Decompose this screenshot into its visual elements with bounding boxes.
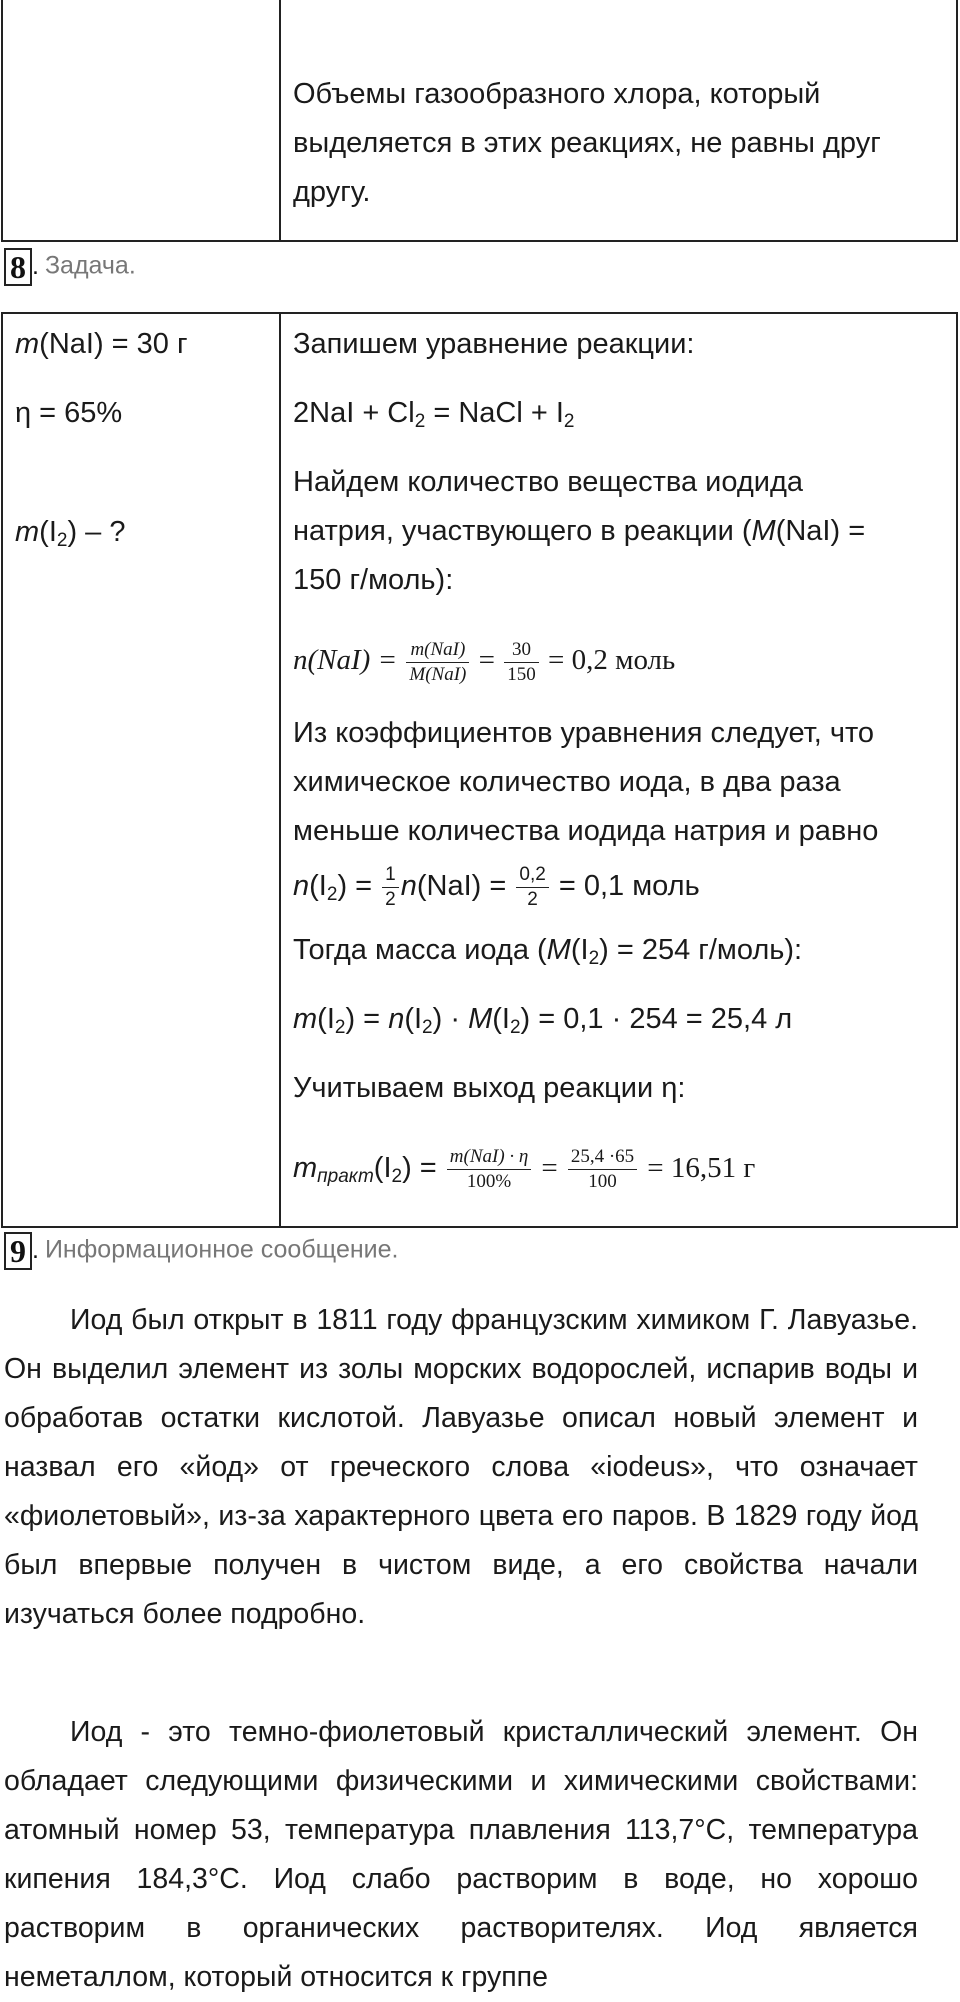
fraction-30-over-150: $\frac{30}{150}$ <box>504 638 539 687</box>
task-8-table <box>1 312 958 1228</box>
iodine-history-paragraph: Иод был открыт в 1811 году французским химиком Г. Лавуазье. Он выделил элемент из золы морских водорослей, испарив воды и обработав остатки кислотой. Лавуазье описал новый элемент и назвал его «йод» от греческого слова «iodeus», что означает «фиолетовый», из-за характерного цвета его паров. В 1829 году йод был впервые получен в чистом виде, а его свойства начали изучаться более подробно. <box>4 1304 918 1630</box>
solution-step-2-line-3: 150 г/моль): <box>293 564 454 596</box>
task-8-title: Задача. <box>44 251 136 280</box>
task-9-title: Информационное сообщение. <box>44 1235 399 1264</box>
fraction-one-half: $\frac{1}{2}$ <box>382 863 399 912</box>
formula-amount-nai: n(NaI) = $\frac{\text{m(NaI)}}{\text{M(NaI)}}$ = $\frac{30}{150}$ = 0,2 моль <box>293 638 676 685</box>
given-mass: m(NaI) = 30 г <box>15 328 188 360</box>
solution-cell <box>280 313 957 1227</box>
solution-step-3-line-3: меньше количества иодида натрия и равно <box>293 815 879 847</box>
formula-practical-mass: $mпракт(I_2)$ = $\frac{\text{m(NaI) · η}}{100\%}$ = $\frac{25,4 \cdot 65}{100}$ = 16,51 г <box>293 1145 756 1192</box>
iodine-properties-paragraph: Иод - это темно-фиолетовый кристаллический элемент. Он обладает следующими физическими и химическими свойствами: атомный номер 53, температура плавления 113,7°C, температура кипения 184,3°C. Иод слабо растворим в воде, но хорошо растворим в органических растворителях. Иод является неметаллом, который относится к группе <box>4 1716 918 1993</box>
task-9-dot: . <box>32 1235 39 1264</box>
solution-step-2-line-1: Найдем количество вещества иодида <box>293 466 804 498</box>
given-cell <box>2 313 280 1227</box>
chlorine-volume-conclusion: Объемы газообразного хлора, который выделяется в этих реакциях, не равны друг другу. <box>293 78 881 208</box>
formula-mass-iodine: $m(I_2) = n(I_2) \cdot M(I_2) = 0,1 \cdot 254 = 25,4$ л <box>293 1003 793 1038</box>
formula-amount-iodine: $n(I_2)$ = $\frac{1}{2}$ n(NaI) = $\frac{0,2}{2}$ = 0,1 моль <box>293 863 700 910</box>
fraction-254x65-over-100: $\frac{25,4 \cdot 65}{100}$ <box>568 1145 637 1194</box>
given-yield: η = 65% <box>15 397 123 429</box>
continued-table-left-cell <box>2 0 280 241</box>
continued-table-right-cell <box>280 0 957 241</box>
solution-step-3-line-1: Из коэффициентов уравнения следует, что <box>293 717 875 749</box>
solution-step-4: Тогда масса иода ($M(I_2) = 254$ г/моль): <box>293 934 803 969</box>
continued-table <box>1 0 958 242</box>
fraction-mass-over-molar: $\frac{\text{m(NaI)}}{\text{M(NaI)}}$ <box>406 638 469 687</box>
fraction-mass-times-yield: $\frac{\text{m(NaI) · η}}{100\%}$ <box>447 1145 532 1194</box>
solution-step-3-line-2: химическое количество иода, в два раза <box>293 766 841 798</box>
task-8-number: 8 <box>4 248 32 286</box>
fraction-02-over-2: $\frac{0,2}{2}$ <box>516 863 548 912</box>
task-9-heading <box>4 1232 398 1270</box>
solution-step-5: Учитываем выход реакции η: <box>293 1072 686 1104</box>
reaction-equation: $2NaI + Cl_2$ = NaCl + $I_2$ <box>293 397 575 432</box>
task-9-number: 9 <box>4 1232 32 1270</box>
solution-step-2-line-2: натрия, участвующего в реакции (M(NaI) = <box>293 515 866 547</box>
find-mass: $m(I_2)$ – ? <box>15 516 126 551</box>
task-8-heading <box>4 248 136 286</box>
task-8-dot: . <box>32 251 39 280</box>
solution-step-1: Запишем уравнение реакции: <box>293 328 695 360</box>
